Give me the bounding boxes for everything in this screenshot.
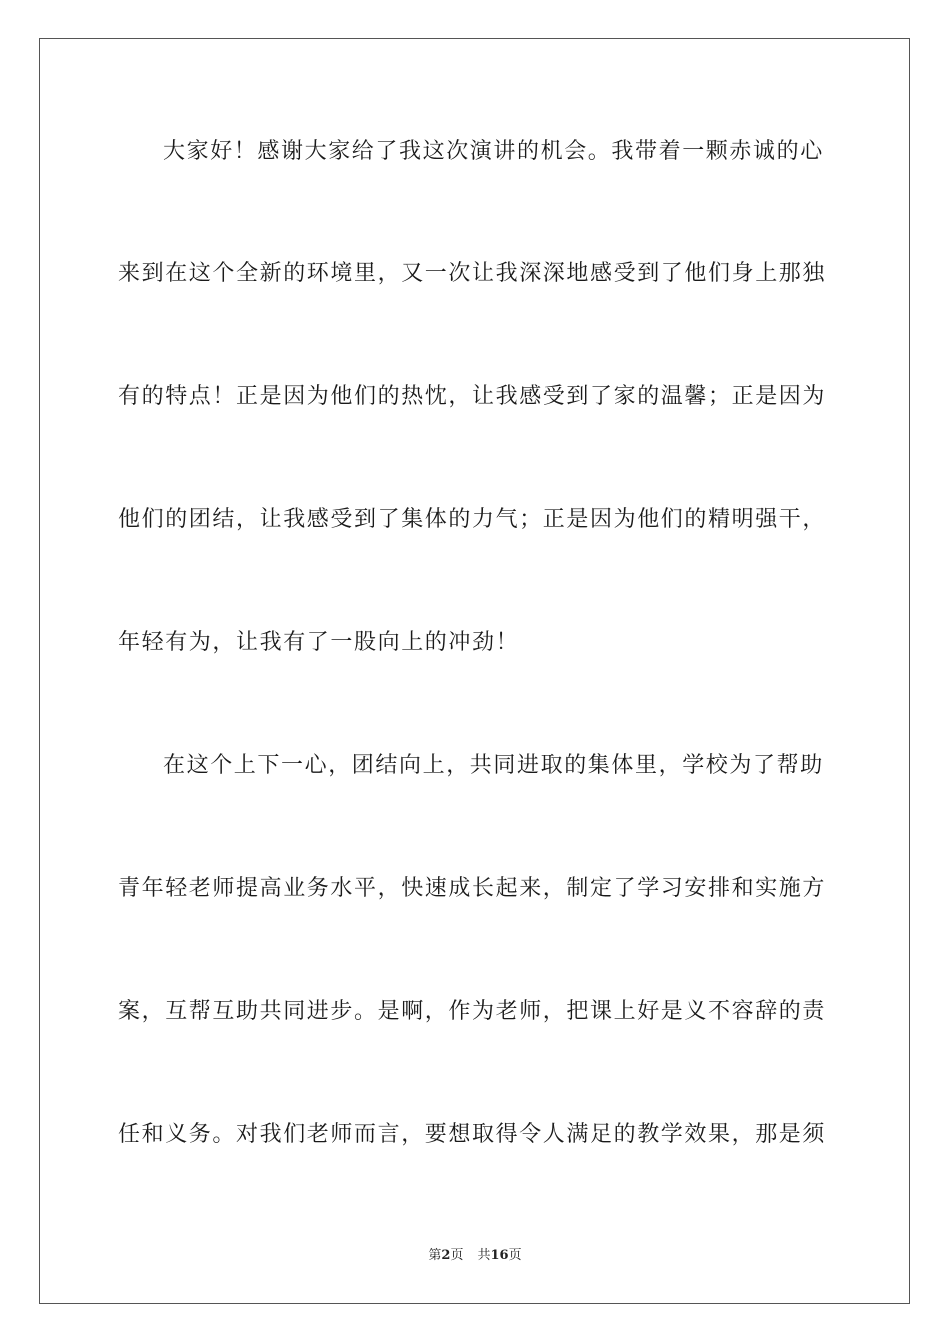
- paragraph-2-line-3: 案，互帮互助共同进步。是啊，作为老师，把课上好是义不容辞的责: [118, 999, 827, 1024]
- page-footer: [0, 1247, 950, 1265]
- total-pages-number: 16: [490, 1248, 509, 1263]
- paragraph-2-line-2: 青年轻老师提高业务水平，快速成长起来，制定了学习安排和实施方: [118, 876, 827, 901]
- paragraph-2-line-1: 在这个上下一心，团结向上，共同进取的集体里，学校为了帮助: [163, 753, 824, 778]
- paragraph-1-line-1: 大家好！感谢大家给了我这次演讲的机会。我带着一颗赤诚的心: [163, 139, 824, 164]
- paragraph-1-line-2: 来到在这个全新的环境里，又一次让我深深地感受到了他们身上那独: [118, 261, 827, 286]
- paragraph-2-line-4: 任和义务。对我们老师而言，要想取得令人满足的教学效果，那是须: [118, 1122, 827, 1147]
- total-prefix: 共: [477, 1248, 491, 1263]
- paragraph-1-line-3: 有的特点！正是因为他们的热忱，让我感受到了家的温馨；正是因为: [118, 384, 827, 409]
- total-unit: 页: [508, 1248, 522, 1263]
- current-page-number: 2: [441, 1248, 451, 1263]
- page-border: [39, 38, 910, 1304]
- paragraph-1-line-4: 他们的团结，让我感受到了集体的力气；正是因为他们的精明强干，: [118, 507, 827, 532]
- page-prefix: 第: [428, 1248, 442, 1263]
- paragraph-1-line-5: 年轻有为，让我有了一股向上的冲劲！: [118, 630, 520, 655]
- page-unit: 页: [450, 1248, 464, 1263]
